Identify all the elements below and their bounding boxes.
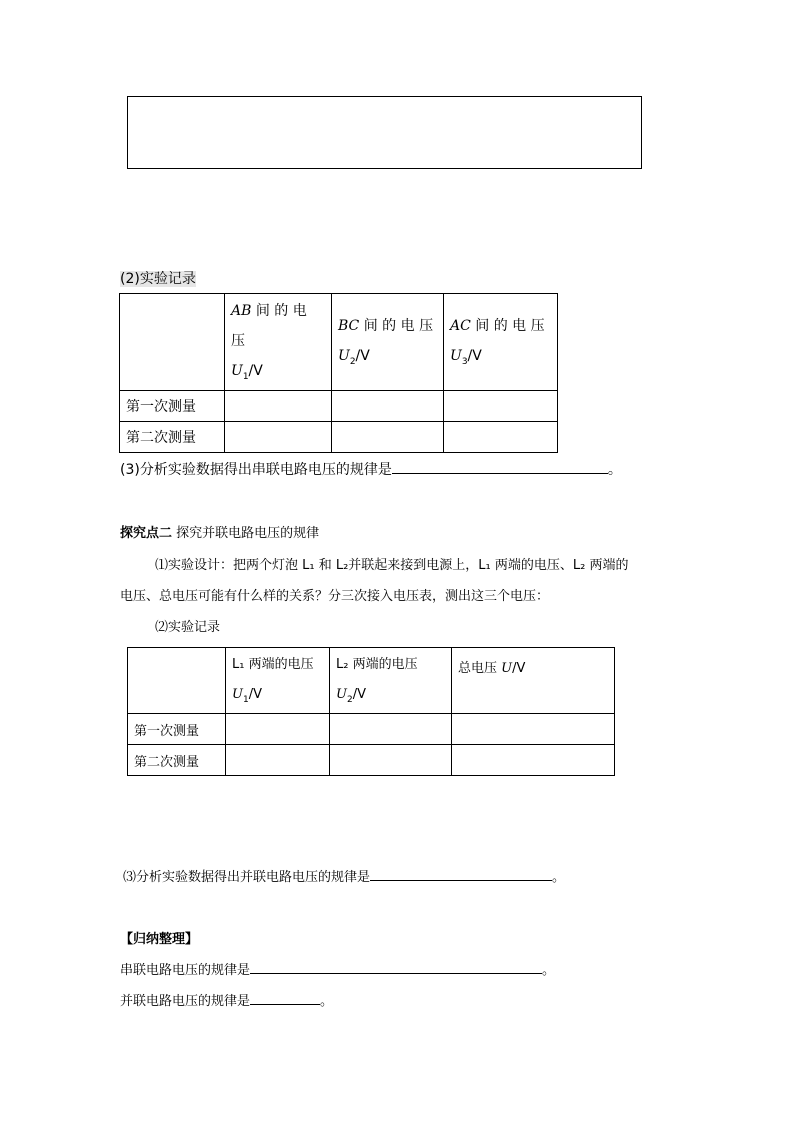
header-ab-var: U: [231, 363, 243, 379]
header-total-var: U: [501, 661, 513, 676]
cell-empty[interactable]: [225, 391, 332, 422]
header-l1-unit: /V: [248, 687, 262, 702]
summary-series-line: [120, 959, 555, 978]
row-label-second: 第二次测量: [128, 745, 226, 776]
table-row: [120, 391, 558, 422]
header-l2-label: L₂ 两端的电压: [336, 657, 418, 672]
parallel-analysis-blank[interactable]: [370, 866, 552, 881]
header-bc-label: BC 间 的 电 压: [338, 318, 434, 334]
cell-empty[interactable]: [330, 714, 452, 745]
header-l1-sub: 1: [242, 695, 249, 705]
cell-empty[interactable]: [226, 745, 330, 776]
parallel-analysis-prefix: ⑶分析实验数据得出并联电路电压的规律是: [123, 870, 371, 885]
series-analysis-suffix: 。: [607, 462, 622, 478]
table-corner-cell: [120, 294, 225, 391]
section2-heading-rest: 探究并联电路电压的规律: [176, 526, 320, 541]
cell-empty[interactable]: [332, 391, 444, 422]
cell-empty[interactable]: [452, 745, 615, 776]
section2-heading: [120, 522, 319, 541]
design-line-1: ⑴实验设计：把两个灯泡 L₁ 和 L₂并联起来接到电源上，L₁ 两端的电压、L₂ 两端的: [155, 558, 629, 573]
header-l1-voltage: [226, 648, 330, 714]
row-label-first: 第一次测量: [120, 391, 225, 422]
design-line-2: 电压、总电压可能有什么样的关系？分三次接入电压表，测出这三个电压：: [120, 589, 550, 604]
summary-parallel-suffix: 。: [320, 994, 334, 1009]
summary-parallel-blank[interactable]: [250, 990, 320, 1005]
header-ac-var: U: [450, 348, 462, 364]
header-total-voltage: [452, 648, 615, 714]
header-ab-sub: 1: [242, 372, 249, 382]
table-corner-cell: [128, 648, 226, 714]
row-label-first: 第一次测量: [128, 714, 226, 745]
header-l2-var: U: [336, 687, 347, 702]
series-record-title: [120, 268, 196, 288]
cell-empty[interactable]: [452, 714, 615, 745]
cell-empty[interactable]: [332, 422, 444, 453]
summary-parallel-line: [120, 990, 333, 1009]
parallel-record-title: ⑵实验记录: [155, 620, 221, 635]
header-ac-voltage: [444, 294, 558, 391]
header-ab-label: AB 间 的 电 压: [231, 303, 307, 349]
series-voltage-table: [119, 293, 558, 453]
header-bc-var: U: [338, 348, 350, 364]
row-label-second: 第二次测量: [120, 422, 225, 453]
header-l2-unit: /V: [352, 687, 366, 702]
series-analysis-line: [120, 459, 622, 479]
header-ab-voltage: [225, 294, 332, 391]
cell-empty[interactable]: [226, 714, 330, 745]
table-row: [128, 745, 615, 776]
summary-parallel-prefix: 并联电路电压的规律是: [120, 994, 251, 1009]
series-analysis-blank[interactable]: [392, 459, 608, 474]
table-row: [128, 714, 615, 745]
header-ab-unit: /V: [248, 363, 263, 379]
header-total-label: 总电压: [458, 661, 498, 676]
table-header-row: [120, 294, 558, 391]
table-row: [120, 422, 558, 453]
summary-series-blank[interactable]: [250, 959, 542, 974]
empty-answer-box: [127, 96, 642, 169]
header-ac-unit: /V: [467, 348, 482, 364]
header-l1-var: U: [232, 687, 243, 702]
parallel-voltage-table: [127, 647, 615, 776]
section2-heading-bold: 探究点二: [120, 526, 173, 541]
series-analysis-prefix: (3)分析实验数据得出串联电路电压的规律是: [120, 462, 392, 478]
cell-empty[interactable]: [444, 422, 558, 453]
cell-empty[interactable]: [444, 391, 558, 422]
series-record-title-text: (2)实验记录: [120, 271, 196, 287]
parallel-analysis-suffix: 。: [552, 870, 566, 885]
header-l2-sub: 2: [346, 695, 353, 705]
header-bc-sub: 2: [349, 357, 356, 367]
header-total-unit: /V: [512, 661, 526, 676]
cell-empty[interactable]: [330, 745, 452, 776]
header-bc-unit: /V: [355, 348, 370, 364]
summary-series-prefix: 串联电路电压的规律是: [120, 963, 251, 978]
header-ac-sub: 3: [461, 357, 468, 367]
summary-series-suffix: 。: [542, 963, 556, 978]
summary-title: 【归纳整理】: [120, 932, 199, 947]
header-bc-voltage: [332, 294, 444, 391]
cell-empty[interactable]: [225, 422, 332, 453]
table-header-row: [128, 648, 615, 714]
header-l1-label: L₁ 两端的电压: [232, 657, 314, 672]
header-l2-voltage: [330, 648, 452, 714]
header-ac-label: AC 间 的 电 压: [450, 318, 545, 334]
parallel-analysis-line: [123, 866, 565, 885]
